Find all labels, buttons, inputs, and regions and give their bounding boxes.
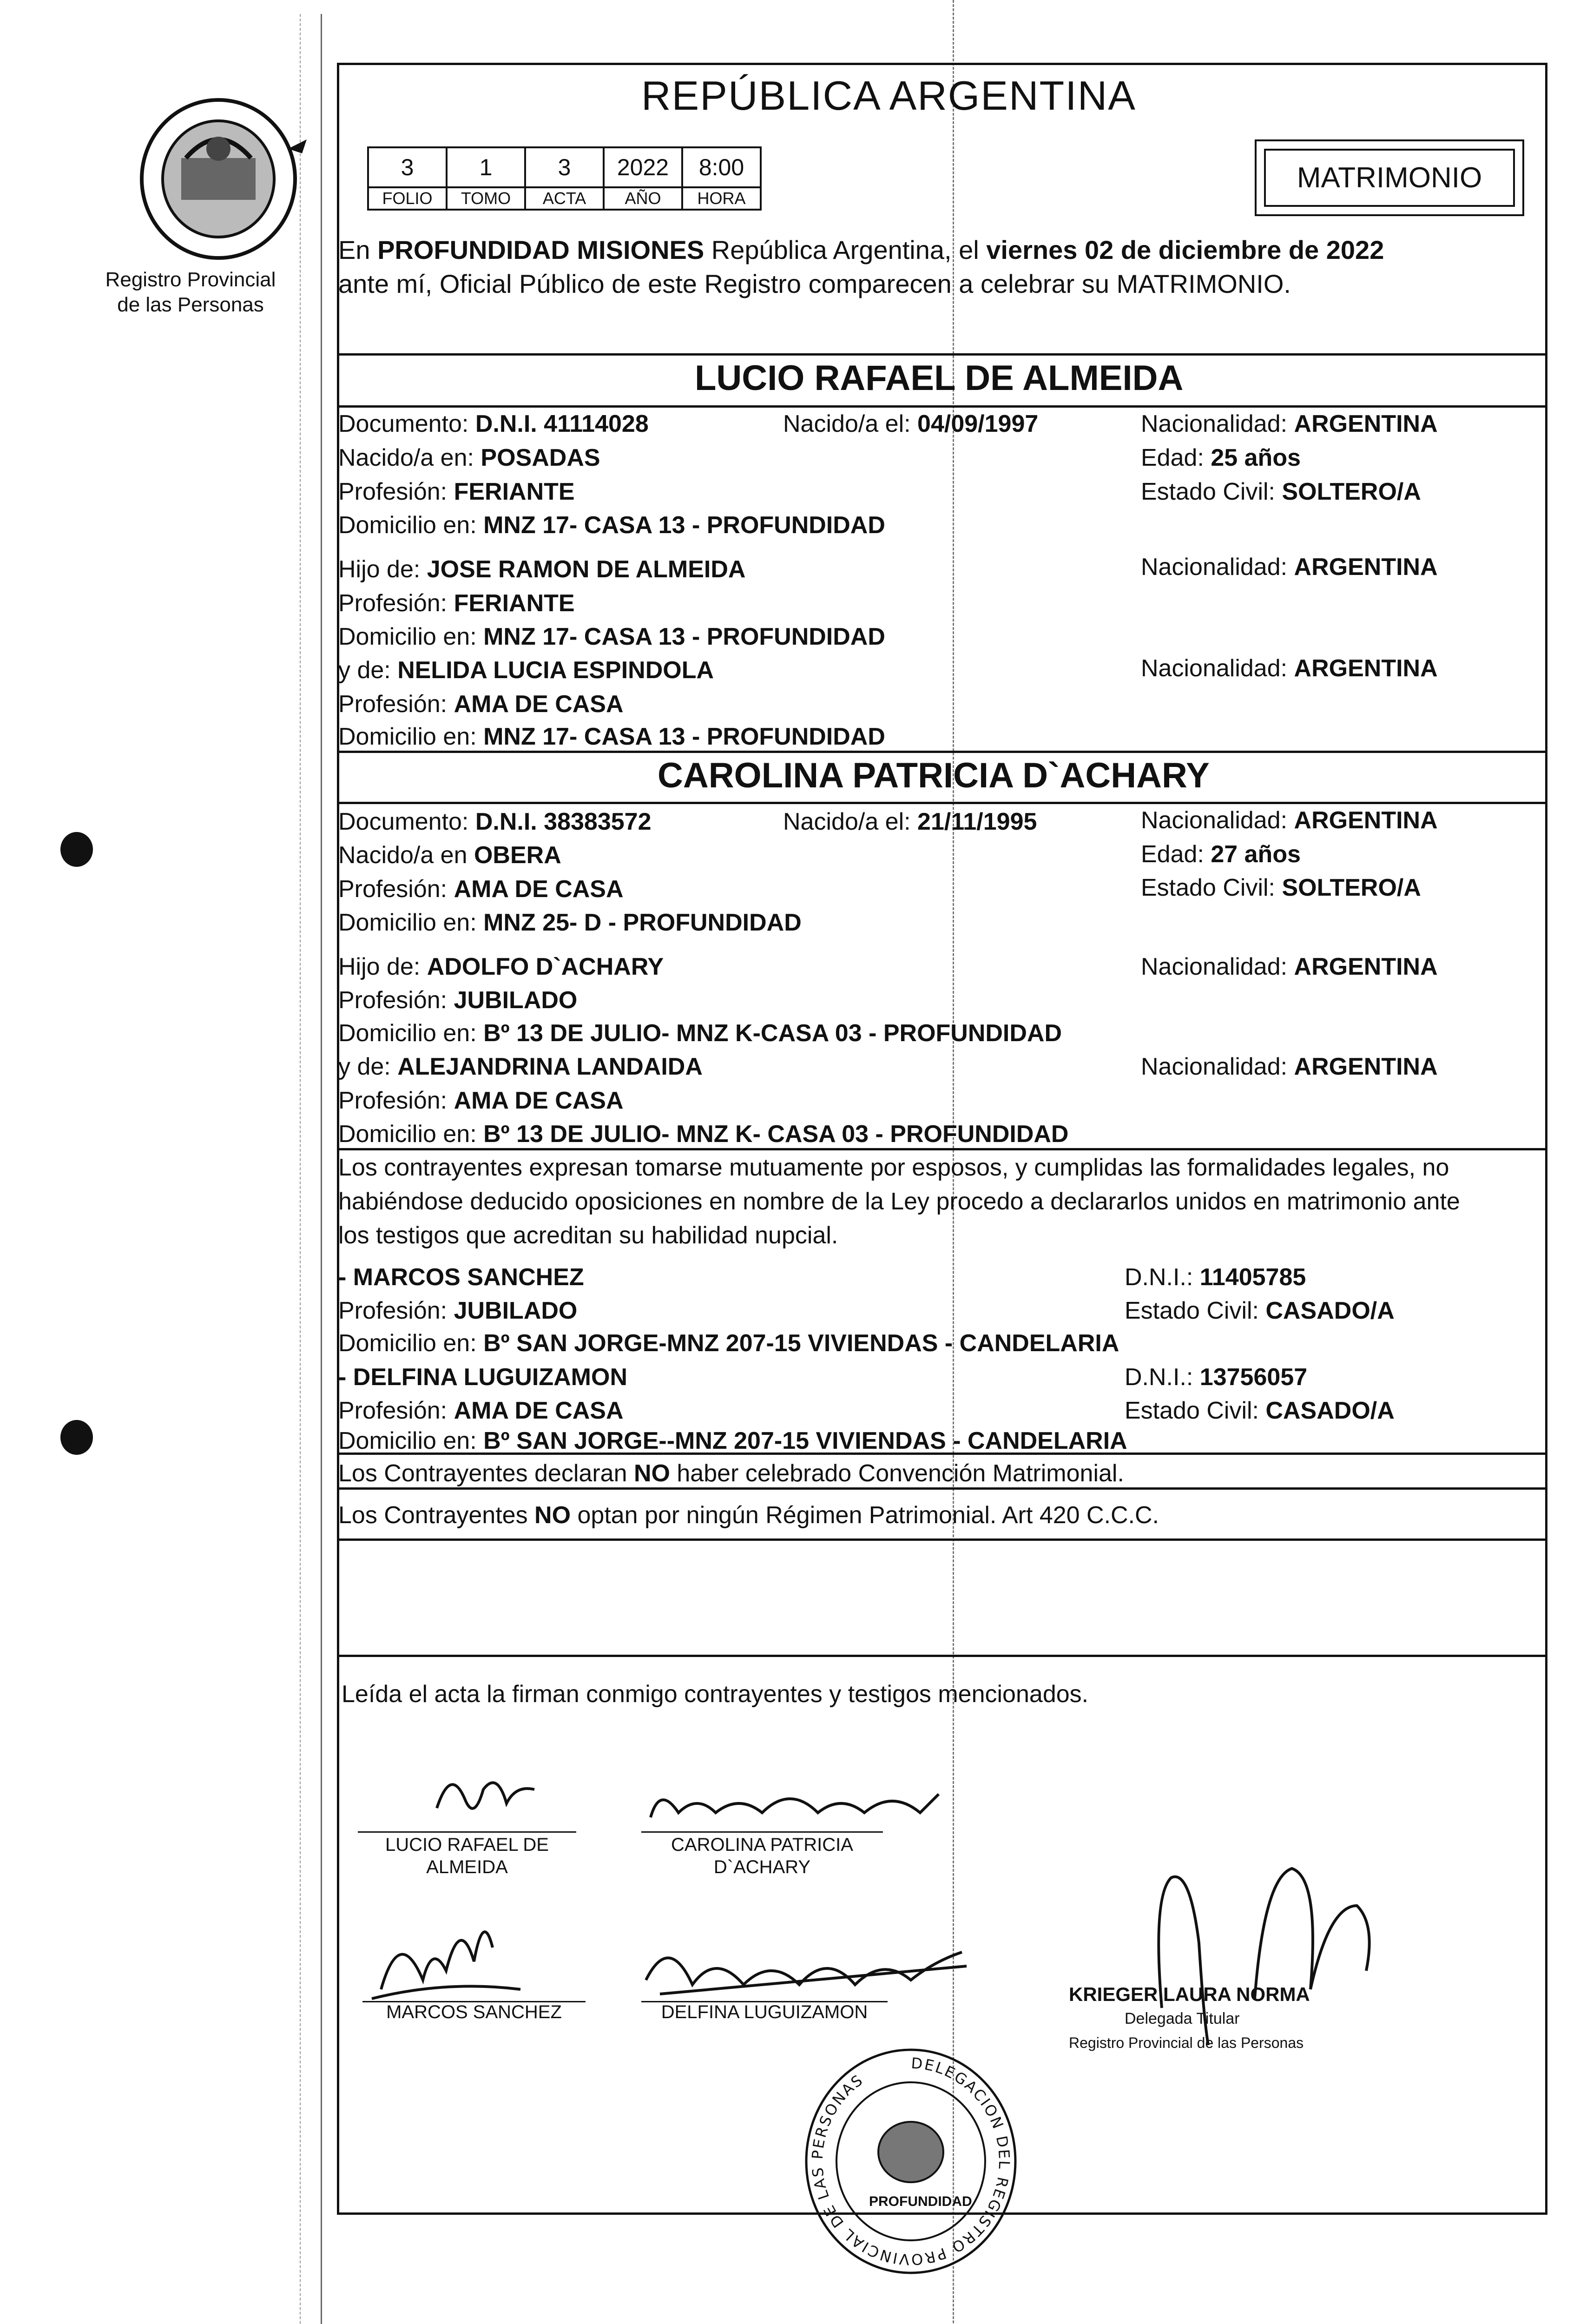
spouse1-birth-place: [338, 444, 600, 472]
registry-line-2: de las Personas: [117, 293, 264, 316]
field-label: Nacionalidad:: [1141, 807, 1294, 834]
field-value: FERIANTE: [454, 590, 575, 617]
spouse2-mother: [338, 1053, 703, 1081]
field-label: Nacionalidad:: [1141, 554, 1294, 581]
statement-text: optan por ningún Régimen Patrimonial. Art 420 C.C.C.: [571, 1502, 1159, 1529]
field-value: 21/11/1995: [917, 808, 1037, 835]
spouse1-father-profession: [338, 589, 575, 617]
field-label: Domicilio en:: [338, 512, 484, 539]
field-label: Hijo de:: [338, 953, 427, 980]
field-value: 11405785: [1199, 1264, 1306, 1291]
field-label: Domicilio en:: [338, 909, 484, 936]
folio-label: FOLIO: [368, 187, 447, 210]
section-divider: [337, 1655, 1547, 1657]
field-value: D.N.I. 41114028: [475, 410, 649, 437]
field-value: AMA DE CASA: [454, 1397, 624, 1424]
field-label: Edad:: [1141, 444, 1211, 471]
field-label: Estado Civil:: [1141, 478, 1282, 505]
field-value: JOSE RAMON DE ALMEIDA: [427, 556, 746, 583]
signature-witness1: [353, 1896, 539, 2015]
spouse1-civil-status: [1141, 478, 1421, 506]
field-label: Domicilio en:: [338, 723, 484, 750]
field-label: y de:: [338, 657, 398, 684]
acta-label: ACTA: [525, 187, 604, 210]
field-value: JUBILADO: [454, 987, 578, 1014]
statement-negation: NO: [534, 1502, 571, 1529]
field-label: Nacionalidad:: [1141, 953, 1294, 980]
field-value: MNZ 17- CASA 13 - PROFUNDIDAD: [483, 512, 885, 539]
field-value: AMA DE CASA: [454, 691, 624, 718]
field-label: Hijo de:: [338, 556, 427, 583]
act-type-label: MATRIMONIO: [1264, 149, 1515, 207]
spouse1-birth-date: [783, 410, 1038, 438]
section-divider: [337, 802, 1547, 804]
field-value: CASADO/A: [1265, 1397, 1395, 1424]
field-label: Estado Civil:: [1141, 874, 1282, 901]
witness2-name: - DELFINA LUGUIZAMON: [338, 1364, 627, 1391]
field-value: Bº 13 DE JULIO- MNZ K-CASA 03 - PROFUNDIDAD: [483, 1020, 1062, 1047]
field-label: Estado Civil:: [1125, 1397, 1266, 1424]
spouse1-nationality: [1141, 410, 1438, 438]
field-label: Nacionalidad:: [1141, 1053, 1294, 1080]
declaration-line-3: los testigos que acreditan su habilidad nupcial.: [338, 1222, 838, 1249]
declaration-line-1: Los contrayentes expresan tomarse mutuamente por esposos, y cumplidas las formalidades legales, no: [338, 1154, 1449, 1181]
field-label: Nacionalidad:: [1141, 655, 1294, 682]
field-label: Documento:: [338, 410, 475, 437]
page-edge-line: [321, 14, 322, 2324]
signature-line: [358, 1831, 576, 1833]
signature-label-spouse1: [358, 1834, 576, 1878]
spouse2-mother-nationality: [1141, 1053, 1438, 1081]
section-divider: [337, 353, 1547, 356]
field-value: ARGENTINA: [1294, 410, 1438, 437]
registry-line-1: Registro Provincial: [105, 268, 276, 291]
spouse2-mother-profession: [338, 1087, 624, 1115]
signature-line: [641, 1831, 883, 1833]
field-label: D.N.I.:: [1125, 1364, 1200, 1391]
witness1-address: [338, 1329, 1119, 1357]
field-value: ARGENTINA: [1294, 655, 1438, 682]
field-value: Bº SAN JORGE--MNZ 207-15 VIVIENDAS - CANDELARIA: [483, 1427, 1127, 1454]
field-value: ADOLFO D`ACHARY: [427, 953, 664, 980]
hora-label: HORA: [682, 187, 761, 210]
field-value: MNZ 17- CASA 13 - PROFUNDIDAD: [483, 723, 885, 750]
field-label: Documento:: [338, 808, 475, 835]
country-title: REPÚBLICA ARGENTINA: [641, 73, 1136, 119]
acta-value: 3: [525, 147, 604, 187]
spouse2-profession: [338, 875, 624, 903]
field-value: OBERA: [474, 842, 561, 869]
field-label: Profesión:: [338, 478, 454, 505]
spouse2-birth-date: [783, 808, 1037, 836]
field-label: Profesión:: [338, 1087, 454, 1114]
field-label: Profesión:: [338, 987, 454, 1014]
anio-value: 2022: [604, 147, 682, 187]
field-value: NELIDA LUCIA ESPINDOLA: [397, 657, 714, 684]
field-value: ARGENTINA: [1294, 807, 1438, 834]
tomo-label: TOMO: [447, 187, 525, 210]
spouse2-father-nationality: [1141, 953, 1438, 981]
field-value: JUBILADO: [454, 1297, 578, 1324]
field-label: Estado Civil:: [1125, 1297, 1266, 1324]
field-value: SOLTERO/A: [1282, 874, 1421, 901]
spouse2-father: [338, 953, 664, 981]
statement-text: Los Contrayentes declaran: [338, 1460, 634, 1487]
folio-value: 3: [368, 147, 447, 187]
witness2-address: [338, 1427, 1127, 1455]
section-divider: [337, 751, 1547, 753]
witness1-civil-status: [1125, 1297, 1395, 1325]
spouse2-father-profession: [338, 986, 577, 1014]
spouse1-profession: [338, 478, 575, 506]
registry-name: [93, 267, 288, 317]
spouse2-address: [338, 909, 802, 937]
intro-line-1: [338, 235, 1384, 265]
field-value: 13756057: [1199, 1364, 1308, 1391]
field-value: D.N.I. 38383572: [475, 808, 652, 835]
statement-text: Los Contrayentes: [338, 1502, 535, 1529]
spouse2-nationality: [1141, 806, 1438, 834]
signature-label-witness1: MARCOS SANCHEZ: [386, 2002, 562, 2022]
field-label: Profesión:: [338, 1397, 454, 1424]
field-label: Profesión:: [338, 590, 454, 617]
official-title: Delegada Titular: [1125, 2010, 1240, 2027]
section-divider: [337, 1487, 1547, 1490]
seal-ring-text: DELEGACION DEL REGISTRO PROVINCIAL DE LAS PERSONAS: [808, 2054, 1014, 2269]
closing-statement: Leída el acta la firman conmigo contrayentes y testigos mencionados.: [342, 1681, 1089, 1708]
field-value: Bº SAN JORGE-MNZ 207-15 VIVIENDAS - CANDELARIA: [483, 1330, 1119, 1357]
field-label: Domicilio en:: [338, 1330, 484, 1357]
spouse1-mother-nationality: [1141, 654, 1438, 682]
spouse1-father: [338, 555, 745, 583]
spouse1-name: LUCIO RAFAEL DE ALMEIDA: [695, 358, 1184, 398]
anio-label: AÑO: [604, 187, 682, 210]
section-divider: [337, 1148, 1547, 1150]
field-value: MNZ 17- CASA 13 - PROFUNDIDAD: [483, 623, 885, 650]
witness2-dni: [1125, 1363, 1307, 1391]
signature-name: LUCIO RAFAEL DE: [385, 1835, 549, 1855]
field-value: 04/09/1997: [917, 410, 1039, 437]
spouse2-civil-status: [1141, 874, 1421, 902]
field-label: Nacido/a en:: [338, 444, 481, 471]
intro-date: viernes 02 de diciembre de 2022: [986, 235, 1384, 264]
field-label: Edad:: [1141, 841, 1211, 868]
spouse1-age: [1141, 444, 1301, 472]
signature-label-witness2: DELFINA LUGUIZAMON: [661, 2002, 868, 2022]
office-seal: [799, 2040, 1022, 2284]
signature-spouse2: [641, 1766, 967, 1838]
field-label: Domicilio en:: [338, 1020, 484, 1047]
hora-value: 8:00: [682, 147, 761, 187]
field-value: ARGENTINA: [1294, 1053, 1438, 1080]
tomo-value: 1: [447, 147, 525, 187]
field-label: Profesión:: [338, 691, 454, 718]
signature-name: D`ACHARY: [713, 1857, 811, 1877]
signature-name: ALMEIDA: [426, 1857, 508, 1877]
field-value: 25 años: [1211, 444, 1301, 471]
declaration-line-2: habiéndose deducido oposiciones en nombre de la Ley procedo a declararlos unidos en matrimonio ante: [338, 1188, 1460, 1215]
signature-name: CAROLINA PATRICIA: [671, 1835, 853, 1855]
field-value: 27 años: [1211, 841, 1301, 868]
punch-hole-mark: [60, 832, 93, 867]
spouse2-age: [1141, 840, 1301, 868]
spouse1-father-nationality: [1141, 553, 1438, 581]
spouse2-father-address: [338, 1019, 1062, 1047]
convention-statement: [338, 1459, 1124, 1487]
official-stamp: [1069, 1982, 1394, 2055]
official-office: Registro Provincial de las Personas: [1069, 2034, 1304, 2051]
field-label: Domicilio en:: [338, 623, 484, 650]
spouse1-mother-address: [338, 723, 885, 751]
field-value: Bº 13 DE JULIO- MNZ K- CASA 03 - PROFUNDIDAD: [483, 1121, 1069, 1148]
field-label: y de:: [338, 1053, 398, 1080]
signature-spouse1: [358, 1757, 590, 1834]
field-value: AMA DE CASA: [454, 1087, 624, 1114]
spouse2-mother-address: [338, 1120, 1068, 1148]
statement-negation: NO: [633, 1460, 670, 1487]
spouse1-father-address: [338, 623, 885, 651]
witness2-profession: [338, 1397, 624, 1425]
field-label: Nacido/a el:: [783, 410, 918, 437]
field-value: ARGENTINA: [1294, 554, 1438, 581]
witness1-name: - MARCOS SANCHEZ: [338, 1264, 584, 1291]
field-value: ALEJANDRINA LANDAIDA: [397, 1053, 703, 1080]
field-value: ARGENTINA: [1294, 953, 1438, 980]
spouse2-birth-place: [338, 841, 561, 869]
field-value: POSADAS: [481, 444, 600, 471]
spouse1-document: [338, 410, 649, 438]
field-value: MNZ 25- D - PROFUNDIDAD: [483, 909, 802, 936]
provincial-shield-logo: [130, 93, 316, 267]
section-divider: [337, 405, 1547, 408]
field-label: Nacido/a el:: [783, 808, 918, 835]
signature-witness2: [641, 1924, 990, 2010]
field-label: Nacionalidad:: [1141, 410, 1294, 437]
spouse1-mother-profession: [338, 690, 624, 718]
witness2-civil-status: [1125, 1397, 1395, 1425]
intro-text: En: [338, 235, 378, 264]
field-value: AMA DE CASA: [454, 876, 624, 903]
field-value: FERIANTE: [454, 478, 575, 505]
spouse2-name: CAROLINA PATRICIA D`ACHARY: [658, 756, 1210, 795]
witness1-profession: [338, 1297, 577, 1325]
section-divider: [337, 1538, 1547, 1541]
field-value: CASADO/A: [1265, 1297, 1395, 1324]
seal-center-text: PROFUNDIDAD: [869, 2194, 972, 2209]
punch-hole-mark: [60, 1420, 93, 1455]
field-label: Domicilio en:: [338, 1427, 484, 1454]
field-value: SOLTERO/A: [1282, 478, 1421, 505]
field-label: Profesión:: [338, 1297, 454, 1324]
intro-line-2: ante mí, Oficial Público de este Registro comparecen a celebrar su MATRIMONIO.: [338, 269, 1291, 298]
registry-table: [367, 146, 762, 211]
intro-text: República Argentina, el: [704, 235, 987, 264]
spouse2-document: [338, 808, 652, 836]
witness1-dni: [1125, 1263, 1306, 1291]
field-label: Domicilio en:: [338, 1121, 484, 1148]
signature-label-spouse2: [641, 1834, 883, 1878]
spouse1-address: [338, 511, 885, 539]
intro-place: PROFUNDIDAD MISIONES: [377, 235, 704, 264]
official-name: KRIEGER LAURA NORMA: [1069, 1983, 1310, 2005]
field-label: Nacido/a en: [338, 842, 474, 869]
page-edge-dashed-line: [300, 14, 301, 2324]
regime-statement: [338, 1501, 1159, 1529]
field-label: Profesión:: [338, 876, 454, 903]
spouse1-mother: [338, 656, 714, 684]
statement-text: haber celebrado Convención Matrimonial.: [670, 1460, 1124, 1487]
field-label: D.N.I.:: [1125, 1264, 1200, 1291]
